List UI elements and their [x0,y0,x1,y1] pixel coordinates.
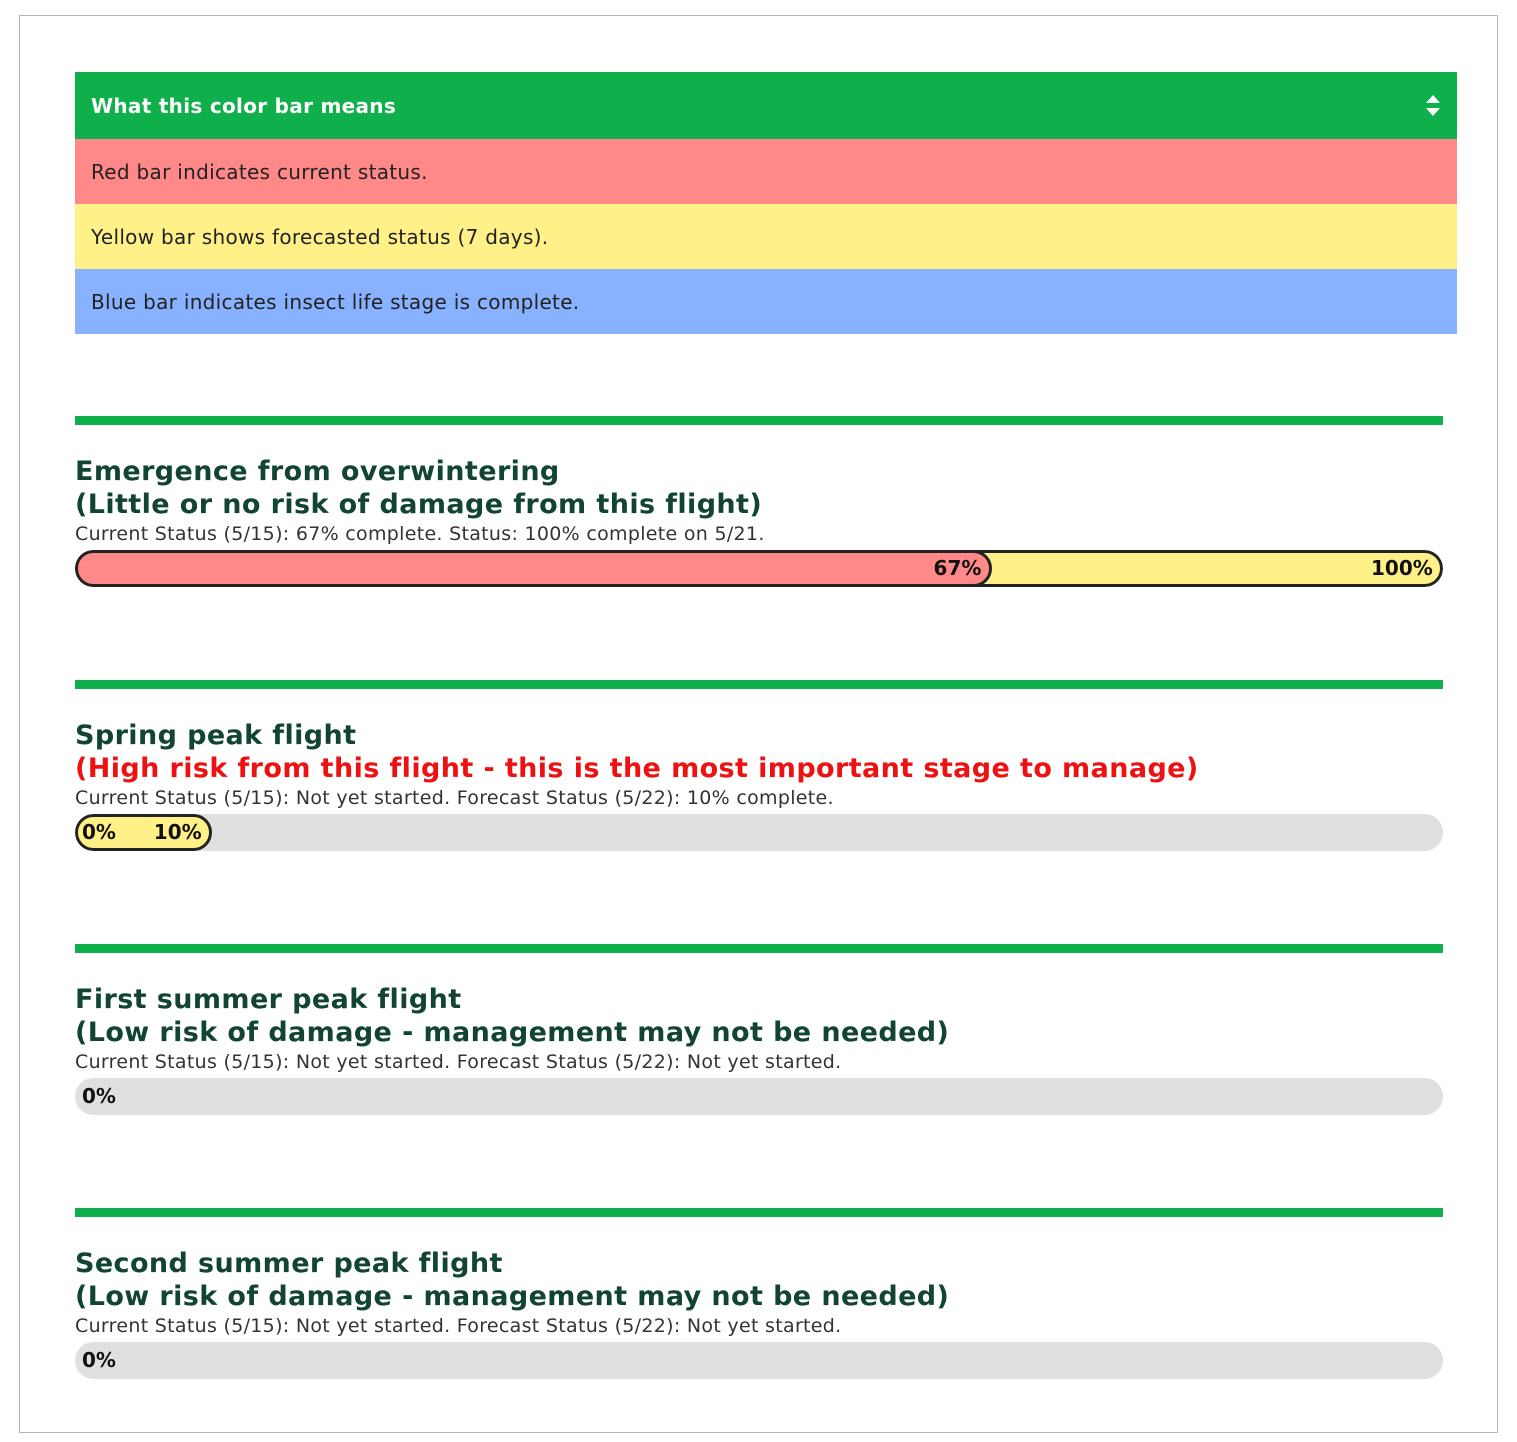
stage-divider [75,944,1443,953]
stage-title: First summer peak flight [75,984,462,1015]
stage-risk: (Low risk of damage - management may not be needed) [75,1281,950,1312]
current-percent-label: 0% [82,820,116,844]
stage-divider [75,1208,1443,1217]
legend-row-yellow: Yellow bar shows forecasted status (7 days). [75,204,1457,269]
stage-risk: (Little or no risk of damage from this flight) [75,489,763,520]
stage-risk: (Low risk of damage - management may not be needed) [75,1017,950,1048]
current-percent-label: 0% [82,1084,116,1108]
stage-risk: (High risk from this flight - this is the most important stage to manage) [75,753,1199,784]
progress-bar [75,814,1443,851]
current-percent-label: 0% [82,1348,116,1372]
stage-title: Spring peak flight [75,720,357,751]
sort-arrows-icon[interactable] [1425,93,1441,119]
current-percent-label: 67% [933,556,982,580]
stage-title: Second summer peak flight [75,1248,503,1279]
current-fill [75,550,992,587]
stage-divider [75,416,1443,425]
legend-toggle[interactable] [75,72,1457,139]
progress-bar [75,550,1443,587]
progress-bar [75,1078,1443,1115]
color-legend [75,72,1457,334]
stage-first-summer [75,944,1443,1115]
progress-bar [75,1342,1443,1379]
forecast-percent-label: 100% [1371,556,1433,580]
stage-emergence [75,416,1443,587]
forecast-percent-label: 10% [153,820,202,844]
stage-divider [75,680,1443,689]
stage-status: Current Status (5/15): Not yet started. Forecast Status (5/22): Not yet started. [75,1315,842,1337]
legend-title: What this color bar means [91,93,397,118]
stage-spring-peak [75,680,1443,851]
legend-row-blue: Blue bar indicates insect life stage is complete. [75,269,1457,334]
stage-status: Current Status (5/15): Not yet started. Forecast Status (5/22): 10% complete. [75,787,834,809]
stage-title: Emergence from overwintering [75,456,560,487]
stage-status: Current Status (5/15): Not yet started. Forecast Status (5/22): Not yet started. [75,1051,842,1073]
stage-status: Current Status (5/15): 67% complete. Status: 100% complete on 5/21. [75,523,765,545]
stage-second-summer [75,1208,1443,1379]
legend-row-red: Red bar indicates current status. [75,139,1457,204]
